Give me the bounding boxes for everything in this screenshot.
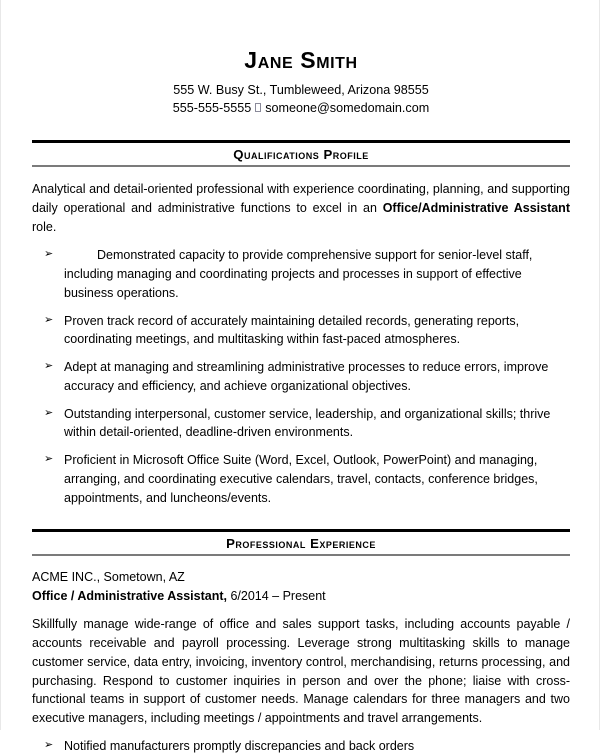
list-item-text: Outstanding interpersonal, customer service, leadership, and organizational skills; thrive within detail-oriented, deadline-driven environments. xyxy=(64,406,551,440)
resume-content xyxy=(32,0,570,753)
list-item-text: Proficient in Microsoft Office Suite (Word, Excel, Outlook, PowerPoint) and managing, arranging, and coordinating executive calendars, travel, contacts, conference bridges, appointments, and luncheons/events. xyxy=(64,453,538,505)
list-item xyxy=(32,246,570,302)
section-rule-bottom xyxy=(32,165,570,167)
email-address: someone@somedomain.com xyxy=(265,101,430,116)
list-item xyxy=(32,451,570,507)
section-rule-bottom xyxy=(32,554,570,556)
list-item xyxy=(32,312,570,350)
contact-block xyxy=(32,82,570,118)
job-title-line xyxy=(32,587,570,606)
section-professional-experience xyxy=(32,529,570,753)
list-item-text: Proven track record of accurately maintaining detailed records, generating reports, coordinating meetings, and multitasking within fast-paced atmospheres. xyxy=(64,313,520,347)
arrow-bullet-icon: ➢ xyxy=(44,738,54,751)
list-item xyxy=(32,358,570,396)
job-title: Office / Administrative Assistant, xyxy=(32,589,227,604)
contact-address: 555 W. Busy St., Tumbleweed, Arizona 98555 xyxy=(173,83,429,98)
summary-text-lead: Analytical and detail-oriented professional with experience coordinating, planning, and supporting daily operational and administrative functions to excel in an xyxy=(32,182,570,215)
arrow-bullet-icon: ➢ xyxy=(44,406,54,419)
employer-name-location: ACME INC., Sometown, AZ xyxy=(32,570,185,585)
job-dates: 6/2014 – Present xyxy=(226,589,326,604)
missing-glyph-box-icon xyxy=(255,103,261,112)
clipped-list-item xyxy=(32,737,570,753)
arrow-bullet-icon: ➢ xyxy=(44,313,54,326)
job-description: Skillfully manage wide-range of office and sales support tasks, including accounts payable / accounts receivable and payroll processing. Leverage strong multitasking skills to manage customer service, data entry, invoicing, inventory control, merchandising, returns processing, and purchasing. Respond to customer inquiries in person and over the phone; liaise with cross-functional teams in support of customer needs. Manage calendars for three managers and two executive managers, including meetings / appointments and travel arrangements. xyxy=(32,617,570,726)
clipped-list-item-text: Notified manufacturers promptly discrepancies and back orders xyxy=(64,738,415,753)
qualifications-bullet-list xyxy=(32,246,570,507)
list-item-text: Demonstrated capacity to provide comprehensive support for senior-level staff, including managing and coordinating projects and processes in support of effective business operations. xyxy=(64,248,533,300)
contact-phone-email xyxy=(32,100,570,118)
arrow-bullet-icon: ➢ xyxy=(44,453,54,466)
list-item xyxy=(32,405,570,443)
phone-number: 555-555-5555 xyxy=(172,101,252,116)
summary-text-tail: role. xyxy=(32,219,57,234)
section-qualifications-profile xyxy=(32,140,570,507)
arrow-bullet-icon: ➢ xyxy=(44,248,54,261)
section-title-qualifications: Qualifications Profile xyxy=(233,147,369,163)
candidate-name: Jane Smith xyxy=(244,47,358,73)
arrow-bullet-icon: ➢ xyxy=(44,360,54,373)
qualifications-summary xyxy=(32,180,570,236)
section-title-experience: Professional Experience xyxy=(226,536,376,552)
summary-role-bold: Office/Administrative Assistant xyxy=(382,200,570,215)
list-item-text: Adept at managing and streamlining administrative processes to reduce errors, improve accuracy and efficiency, and achieve organizational objectives. xyxy=(64,360,549,393)
